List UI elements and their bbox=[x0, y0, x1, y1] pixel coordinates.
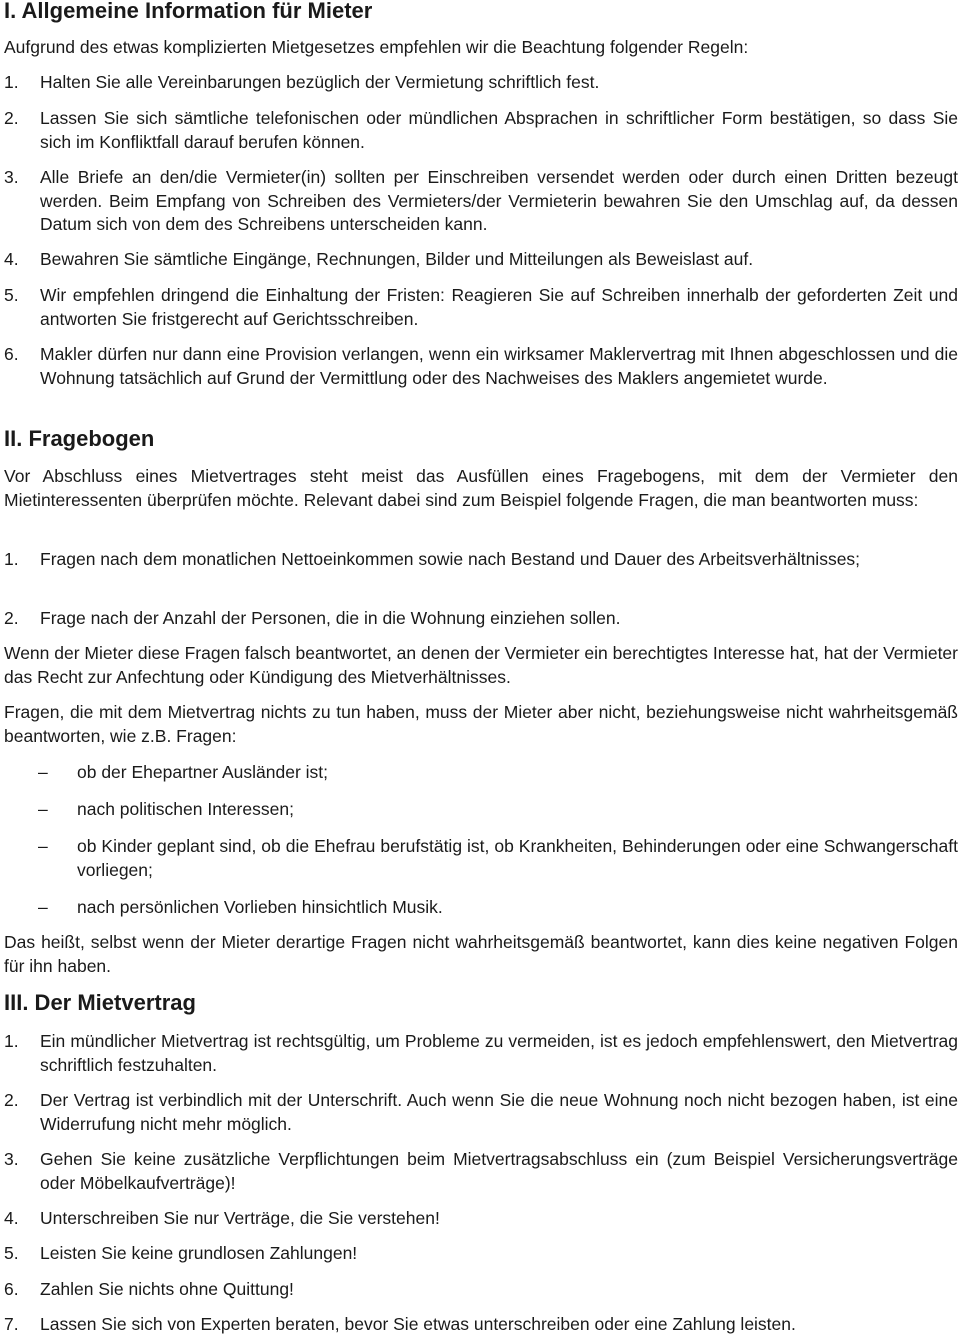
dash-bullet: – bbox=[38, 799, 48, 819]
list-item bbox=[4, 607, 958, 631]
list-number: 2. bbox=[4, 608, 19, 628]
bullet-text: ob Kinder geplant sind, ob die Ehefrau berufstätig ist, ob Krankheiten, Behinderungen oder eine Schwangerschaft vorliegen; bbox=[77, 836, 958, 880]
list-item bbox=[4, 71, 958, 95]
bullet-item bbox=[38, 798, 958, 822]
list-text: Fragen nach dem monatlichen Nettoeinkommen sowie nach Bestand und Dauer des Arbeitsverhältnisses; bbox=[40, 549, 861, 569]
list-item bbox=[4, 1148, 958, 1195]
list-item bbox=[4, 1313, 958, 1337]
list-text: Alle Briefe an den/die Vermieter(in) sollten per Einschreiben versendet werden oder durch einen Dritten bezeugt werden. Beim Empfang von Schreiben des Vermieters/der Vermieterin bewahren Sie den Umschlag auf, da dessen Datum sich von dem des Schreibens unterscheiden kann. bbox=[40, 167, 958, 234]
list-item bbox=[4, 284, 958, 331]
list-item bbox=[4, 248, 958, 272]
paragraph: Das heißt, selbst wenn der Mieter derartige Fragen nicht wahrheitsgemäß beantwortet, kann dies keine negativen Folgen für ihn haben. bbox=[4, 932, 958, 976]
list-text: Makler dürfen nur dann eine Provision verlangen, wenn ein wirksamer Maklervertrag mit Ihnen abgeschlossen und die Wohnung tatsächlich auf Grund der Vermittlung oder des Nachweises des Maklers angemietet wurde. bbox=[40, 344, 958, 388]
list-number: 1. bbox=[4, 72, 19, 92]
list-number: 6. bbox=[4, 344, 19, 364]
list-text: Lassen Sie sich von Experten beraten, bevor Sie etwas unterschreiben oder eine Zahlung leisten. bbox=[40, 1314, 796, 1334]
list-number: 3. bbox=[4, 167, 19, 187]
dash-bullet: – bbox=[38, 897, 48, 917]
list-item bbox=[4, 343, 958, 390]
section-heading: III. Der Mietvertrag bbox=[4, 990, 196, 1015]
list-number: 1. bbox=[4, 1031, 19, 1051]
list-item bbox=[4, 1242, 958, 1266]
dash-bullet: – bbox=[38, 762, 48, 782]
list-item bbox=[4, 1089, 958, 1136]
list-text: Gehen Sie keine zusätzliche Verpflichtungen beim Mietvertragsabschluss ein (zum Beispiel Versicherungsverträge oder Möbelkaufverträge)! bbox=[40, 1149, 958, 1193]
list-number: 2. bbox=[4, 108, 19, 128]
list-item bbox=[4, 1278, 958, 1302]
paragraph: Wenn der Mieter diese Fragen falsch beantwortet, an denen der Vermieter ein berechtigtes Interesse hat, hat der Vermieter das Recht zur Anfechtung oder Kündigung des Mietverhältnisses. bbox=[4, 643, 958, 687]
list-number: 5. bbox=[4, 285, 19, 305]
list-text: Bewahren Sie sämtliche Eingänge, Rechnungen, Bilder und Mitteilungen als Beweislast auf. bbox=[40, 249, 754, 269]
bullet-item bbox=[38, 835, 958, 882]
list-item bbox=[4, 1207, 958, 1231]
bullet-text: ob der Ehepartner Ausländer ist; bbox=[77, 762, 328, 782]
list-item bbox=[4, 166, 958, 237]
list-number: 5. bbox=[4, 1243, 19, 1263]
dash-bullet: – bbox=[38, 836, 48, 856]
list-text: Lassen Sie sich sämtliche telefonischen oder mündlichen Absprachen in schriftlicher Form bestätigen, so dass Sie sich im Konfliktfall darauf berufen können. bbox=[40, 108, 958, 152]
list-text: Halten Sie alle Vereinbarungen bezüglich der Vermietung schriftlich fest. bbox=[40, 72, 600, 92]
bullet-text: nach persönlichen Vorlieben hinsichtlich Musik. bbox=[77, 897, 443, 917]
list-number: 6. bbox=[4, 1279, 19, 1299]
list-text: Zahlen Sie nichts ohne Quittung! bbox=[40, 1279, 294, 1299]
paragraph: Vor Abschluss eines Mietvertrages steht meist das Ausfüllen eines Fragebogens, mit dem der Vermieter den Mietinteressenten überprüfen möchte. Relevant dabei sind zum Beispiel folgende Fragen, die man beantworten muss: bbox=[4, 466, 958, 510]
bullet-text: nach politischen Interessen; bbox=[77, 799, 294, 819]
list-number: 7. bbox=[4, 1314, 19, 1334]
list-number: 4. bbox=[4, 249, 19, 269]
paragraph: Fragen, die mit dem Mietvertrag nichts zu tun haben, muss der Mieter aber nicht, beziehungsweise nicht wahrheitsgemäß beantworten, wie z.B. Fragen: bbox=[4, 702, 958, 746]
list-text: Ein mündlicher Mietvertrag ist rechtsgültig, um Probleme zu vermeiden, ist es jedoch empfehlenswert, den Mietvertrag schriftlich festzuhalten. bbox=[40, 1031, 958, 1075]
list-text: Leisten Sie keine grundlosen Zahlungen! bbox=[40, 1243, 358, 1263]
section-heading: I. Allgemeine Information für Mieter bbox=[4, 0, 373, 23]
list-text: Wir empfehlen dringend die Einhaltung der Fristen: Reagieren Sie auf Schreiben innerhalb der geforderten Zeit und antworten Sie fristgerecht auf Gerichtsschreiben. bbox=[40, 285, 958, 329]
list-number: 1. bbox=[4, 549, 19, 569]
list-text: Frage nach der Anzahl der Personen, die in die Wohnung einziehen sollen. bbox=[40, 608, 621, 628]
list-item bbox=[4, 107, 958, 154]
list-item bbox=[4, 548, 958, 572]
list-item bbox=[4, 1030, 958, 1077]
bullet-item bbox=[38, 761, 958, 785]
list-text: Der Vertrag ist verbindlich mit der Unterschrift. Auch wenn Sie die neue Wohnung noch nicht bezogen haben, ist eine Widerrufung nicht mehr möglich. bbox=[40, 1090, 958, 1134]
list-number: 4. bbox=[4, 1208, 19, 1228]
paragraph: Aufgrund des etwas komplizierten Mietgesetzes empfehlen wir die Beachtung folgender Regeln: bbox=[4, 37, 749, 57]
bullet-item bbox=[38, 896, 958, 920]
list-text: Unterschreiben Sie nur Verträge, die Sie verstehen! bbox=[40, 1208, 440, 1228]
list-number: 3. bbox=[4, 1149, 19, 1169]
list-number: 2. bbox=[4, 1090, 19, 1110]
section-heading: II. Fragebogen bbox=[4, 426, 155, 451]
